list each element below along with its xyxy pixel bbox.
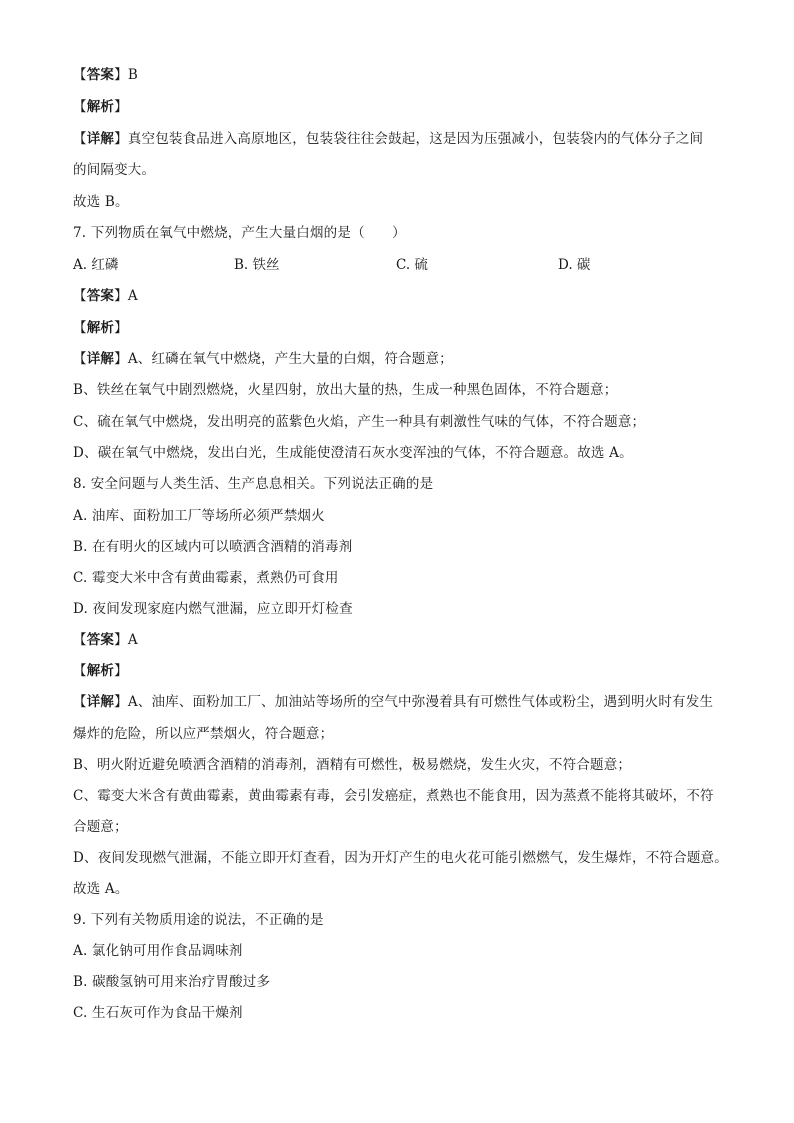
answer-value: A <box>127 288 138 304</box>
q9-option-c: C. 生石灰可作为食品干燥剂 <box>73 1005 243 1021</box>
q8-option-a: A. 油库、面粉加工厂等场所必须严禁烟火 <box>73 508 325 524</box>
answer-value: A <box>127 632 138 648</box>
q7-option-b: B. 铁丝 <box>234 257 280 273</box>
answer-tag: 答案 <box>86 67 115 83</box>
q8-conclusion: 故选 A。 <box>73 881 129 897</box>
q6-conclusion: 故选 B。 <box>73 194 129 210</box>
q8-option-b: B. 在有明火的区域内可以喷洒含酒精的消毒剂 <box>73 539 353 555</box>
q9-option-a: A. 氯化钠可用作食品调味剂 <box>73 943 243 959</box>
q8-detail-c1: C、霉变大米含有黄曲霉素，黄曲霉素有毒，会引发癌症，煮熟也不能食用，因为蒸煮不能将其破坏，不符 <box>73 788 714 804</box>
q7-detail-c: C、硫在氧气中燃烧，发出明亮的蓝紫色火焰，产生一种具有刺激性气味的气体，不符合题意； <box>73 414 646 430</box>
answer-value: B <box>127 67 138 83</box>
q7-analysis-tag: 【解析】 <box>73 320 128 336</box>
q8-detail-c2: 合题意； <box>73 819 128 835</box>
q7-detail-line1: 【详解】A、红磷在氧气中燃烧，产生大量的白烟，符合题意； <box>73 351 453 367</box>
q8-stem: 8. 安全问题与人类生活、生产息息相关。下列说法正确的是 <box>73 476 434 492</box>
q7-option-c: C. 硫 <box>396 257 428 273</box>
q8-detail-d: D、夜间发现燃气泄漏，不能立即开灯查看，因为开灯产生的电火花可能引燃燃气，发生爆炸，不符合题意。 <box>73 850 728 866</box>
q8-answer-line: 【答案】A <box>73 632 138 648</box>
q8-detail-line2: 爆炸的危险，所以应严禁烟火，符合题意； <box>73 726 334 742</box>
q7-stem: 7. 下列物质在氧气中燃烧，产生大量白烟的是（ ） <box>73 225 406 241</box>
q9-stem: 9. 下列有关物质用途的说法，不正确的是 <box>73 912 324 928</box>
q7-option-a: A. 红磷 <box>73 257 119 273</box>
q9-option-b: B. 碳酸氢钠可用来治疗胃酸过多 <box>73 974 271 990</box>
q6-detail-line1: 【详解】真空包装食品进入高原地区，包装袋往往会鼓起，这是因为压强减小，包装袋内的气体分子之间 <box>73 131 704 147</box>
q8-option-d: D. 夜间发现家庭内燃气泄漏，应立即开灯检查 <box>73 601 353 617</box>
q6-answer-line: 【答案】B <box>73 67 138 83</box>
detail-tag: 详解 <box>86 131 115 147</box>
q7-answer-line: 【答案】A <box>73 288 138 304</box>
q7-option-d: D. 碳 <box>558 257 591 273</box>
q8-option-c: C. 霉变大米中含有黄曲霉素，煮熟仍可食用 <box>73 570 339 586</box>
q8-detail-line1: 【详解】A、油库、面粉加工厂、加油站等场所的空气中弥漫着具有可燃性气体或粉尘，遇到明火时有发生 <box>73 694 714 710</box>
q8-detail-b: B、明火附近避免喷洒含酒精的消毒剂，酒精有可燃性，极易燃烧，发生火灾，不符合题意； <box>73 757 632 773</box>
q8-analysis-tag: 【解析】 <box>73 663 128 679</box>
q7-detail-b: B、铁丝在氧气中剧烈燃烧，火星四射，放出大量的热，生成一种黑色固体，不符合题意； <box>73 382 618 398</box>
q6-analysis-tag: 【解析】 <box>73 99 128 115</box>
q7-detail-d: D、碳在氧气中燃烧，发出白光，生成能使澄清石灰水变浑浊的气体，不符合题意。故选 A。 <box>73 445 633 461</box>
q6-detail-line2: 的间隔变大。 <box>73 162 156 178</box>
